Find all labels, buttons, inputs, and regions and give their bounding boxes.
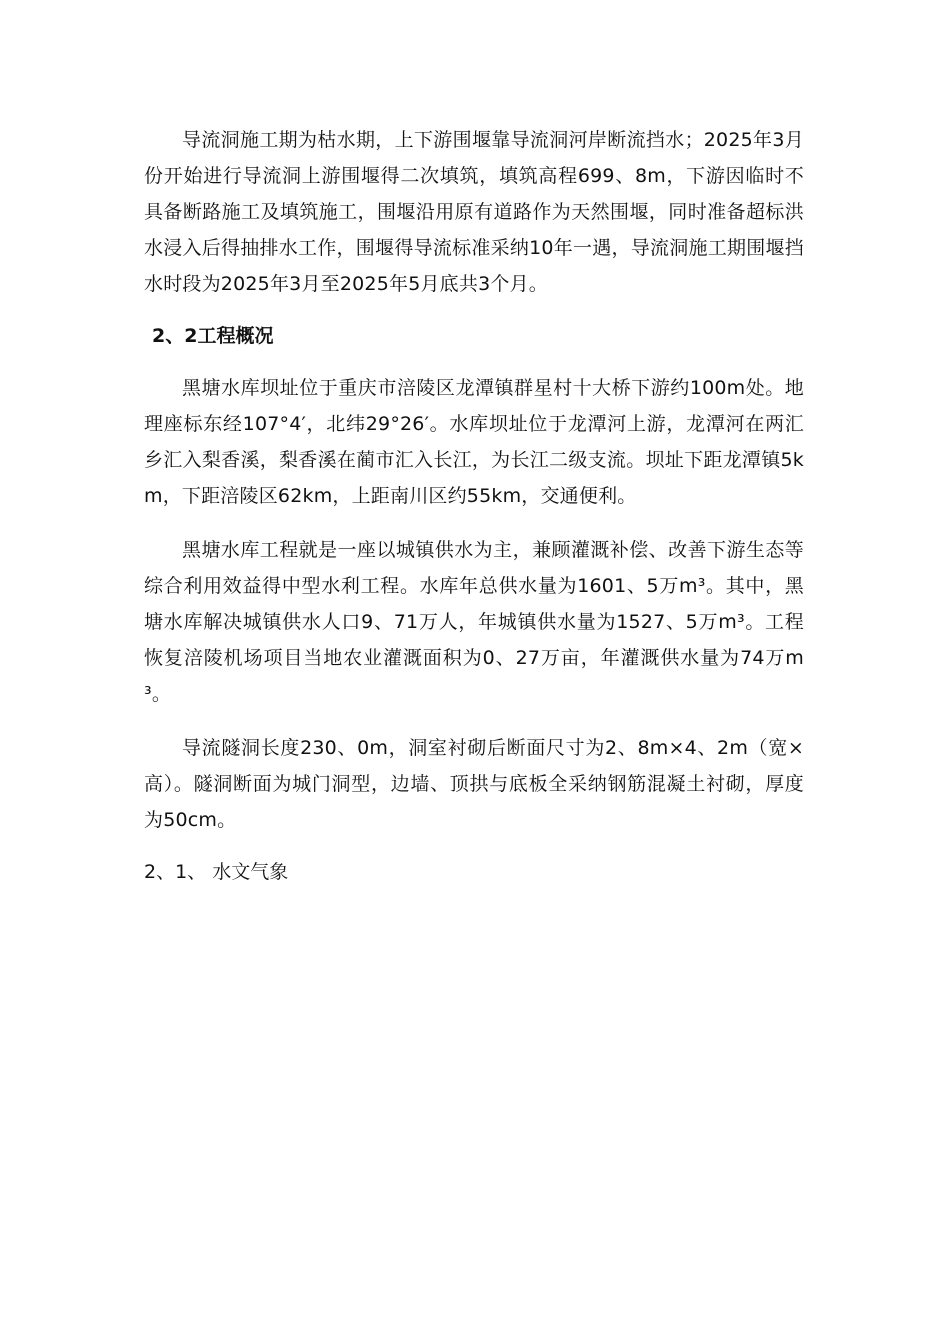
document-body bbox=[144, 122, 804, 890]
paragraph-project-summary: 黑塘水库工程就是一座以城镇供水为主，兼顾灌溉补偿、改善下游生态等综合利用效益得中型水利工程。水库年总供水量为1601、5万m³。其中，黑塘水库解决城镇供水人口9、71万人，年城镇供水量为1527、5万m³。工程恢复涪陵机场项目当地农业灌溉面积为0、27万亩，年灌溉供水量为74万m³。 bbox=[144, 539, 804, 705]
paragraph-dam-location: 黑塘水库坝址位于重庆市涪陵区龙潭镇群星村十大桥下游约100m处。地理座标东经107°4′，北纬29°26′。水库坝址位于龙潭河上游，龙潭河在两汇乡汇入梨香溪，梨香溪在蔺市汇入长江，为长江二级支流。坝址下距龙潭镇5km，下距涪陵区62km，上距南川区约55km，交通便利。 bbox=[144, 377, 804, 507]
paragraph-tunnel-specs: 导流隧洞长度230、0m，洞室衬砌后断面尺寸为2、8m×4、2m（宽×高）。隧洞断面为城门洞型，边墙、顶拱与底板全采纳钢筋混凝土衬砌，厚度为50cm。 bbox=[144, 737, 804, 831]
section-heading-overview: 2、2工程概况 bbox=[152, 325, 274, 347]
section-heading-hydrology: 2、1、 水文气象 bbox=[144, 861, 289, 883]
paragraph-diversion-schedule: 导流洞施工期为枯水期，上下游围堰靠导流洞河岸断流挡水；2025年3月份开始进行导流洞上游围堰得二次填筑，填筑高程699、8m，下游因临时不具备断路施工及填筑施工，围堰沿用原有道路作为天然围堰，同时准备超标洪水浸入后得抽排水工作，围堰得导流标准采纳10年一遇，导流洞施工期围堰挡水时段为2025年3月至2025年5月底共3个月。 bbox=[144, 129, 804, 295]
